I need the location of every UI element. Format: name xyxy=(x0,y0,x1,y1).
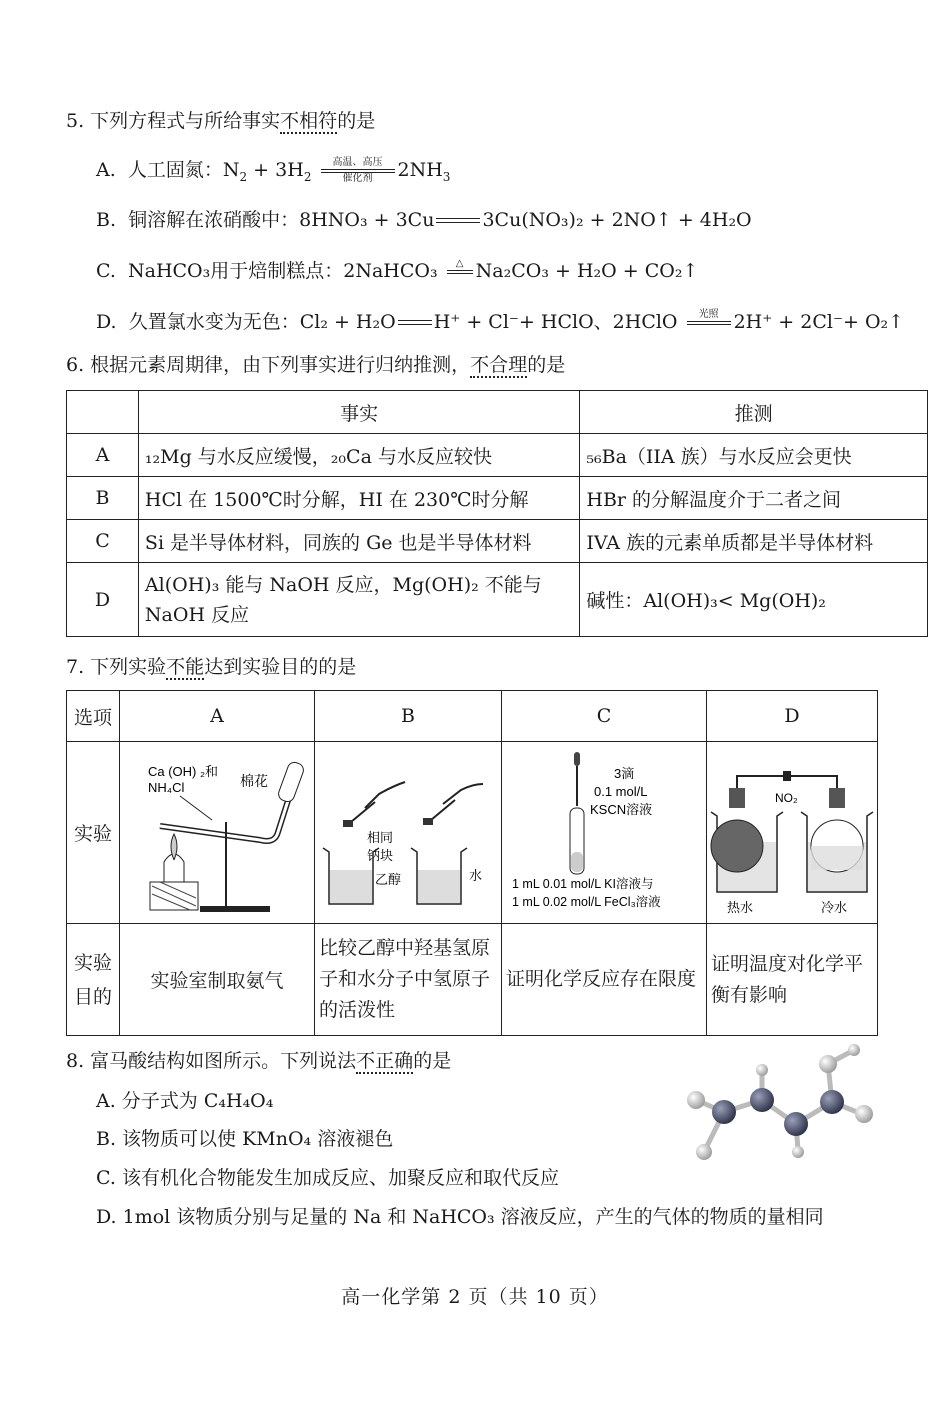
label: 热水 xyxy=(727,900,754,915)
q5-option-b: B. 铜溶解在浓硝酸中：8HNO₃ + 3Cu 3Cu(NO₃)₂ + 2NO↑ + 4H₂O xyxy=(96,209,752,231)
q7-stem: 7. 下列实验不能达到实验目的的是 xyxy=(66,656,357,678)
q5-option-d: D. 久置氯水变为无色：Cl₂ + H₂O H⁺ + Cl⁻+ HClO、2HClO 光照 2H⁺ + 2Cl⁻+ O₂↑ xyxy=(96,309,905,333)
table-row: C Si 是半导体材料，同族的 Ge 也是半导体材料 IVA 族的元素单质都是半导体材料 xyxy=(67,520,928,563)
table-header: D xyxy=(707,691,878,742)
label: 乙醇 xyxy=(375,872,402,887)
label: 棉花 xyxy=(240,773,268,789)
figure-test-tube xyxy=(502,742,707,924)
table-header: B xyxy=(315,691,502,742)
emphasis-dotted: 不正确 xyxy=(356,1050,414,1072)
q7-table xyxy=(66,690,878,1036)
q6-stem: 6. 根据元素周期律，由下列事实进行归纳推测，不合理的是 xyxy=(66,354,566,376)
q5-stem: 5. 下列方程式与所给事实不相符的是 xyxy=(66,110,376,132)
table-header: 选项 xyxy=(67,691,120,742)
table-header: A xyxy=(120,691,315,742)
table-row: D Al(OH)₃ 能与 NaOH 反应，Mg(OH)₂ 不能与 NaOH 反应 碱性：Al(OH)₃< Mg(OH)₂ xyxy=(67,563,928,637)
label: 冷水 xyxy=(821,900,848,915)
label: 钠块 xyxy=(367,848,394,863)
q8-option-d: D. 1mol 该物质分别与足量的 Na 和 NaHCO₃ 溶液反应，产生的气体的物质的量相同 xyxy=(96,1206,824,1228)
emphasis-dotted: 不相符 xyxy=(280,110,338,132)
emphasis-dotted: 不合理 xyxy=(470,354,528,376)
table-header: 推测 xyxy=(580,391,928,434)
label: 1 mL 0.02 mol/L FeCl₃溶液 xyxy=(512,895,661,909)
emphasis-dotted: 不能 xyxy=(166,656,205,678)
table-header xyxy=(67,391,139,434)
page-footer: 高一化学第 2 页（共 10 页） xyxy=(341,1286,609,1308)
q8-option-c: C. 该有机化合物能发生加成反应、加聚反应和取代反应 xyxy=(96,1167,559,1189)
table-row: 实验目的 实验室制取氨气 比较乙醇中羟基氢原子和水分子中氢原子的活泼性 证明化学反应存在限度 证明温度对化学平衡有影响 xyxy=(67,924,878,1036)
q8-option-a: A. 分子式为 C₄H₄O₄ xyxy=(96,1090,274,1112)
table-header: 事实 xyxy=(138,391,579,434)
q8-option-b: B. 该物质可以使 KMnO₄ 溶液褪色 xyxy=(96,1128,394,1150)
table-header: C xyxy=(502,691,707,742)
q5-option-c: C. NaHCO₃用于焙制糕点：2NaHCO₃ △ Na₂CO₃ + H₂O + CO₂↑ xyxy=(96,258,699,282)
q8-stem: 8. 富马酸结构如图所示。下列说法不正确的是 xyxy=(66,1050,452,1072)
label: NH₄Cl xyxy=(148,780,185,795)
label: KSCN溶液 xyxy=(590,802,653,817)
label: 相同 xyxy=(367,830,394,845)
figure-ammonia-apparatus xyxy=(120,742,315,924)
q6-table xyxy=(66,390,928,637)
table-row: A ₁₂Mg 与水反应缓慢，₂₀Ca 与水反应较快 ₅₆Ba（IIA 族）与水反应会更快 xyxy=(67,434,928,477)
fumaric-acid-model-image xyxy=(676,1040,882,1180)
figure-no2-flasks xyxy=(707,742,878,924)
label: 0.1 mol/L xyxy=(594,784,648,799)
label: NO₂ xyxy=(775,791,798,805)
label: 1 mL 0.01 mol/L KI溶液与 xyxy=(512,877,654,891)
label: 水 xyxy=(469,868,483,883)
label: 3滴 xyxy=(614,766,635,781)
figure-sodium-beakers xyxy=(315,742,502,924)
table-row: B HCl 在 1500℃时分解，HI 在 230℃时分解 HBr 的分解温度介于二者之间 xyxy=(67,477,928,520)
q5-option-a: A. 人工固氮：$N_2 + 3H_2$ 高温、高压 催化剂 $2NH_3$ xyxy=(96,157,451,184)
table-row: 实验 Ca (OH) ₂和 NH₄Cl 棉花 相同 钠块 乙醇 水 3滴 0.1 mol/L KSCN溶液 1 mL 0.01 mol/L KI溶液与 1 mL 0.02 mol/L FeCl₃溶液 NO₂ 热水 冷水 xyxy=(67,742,878,924)
label: Ca (OH) ₂和 xyxy=(148,764,219,779)
